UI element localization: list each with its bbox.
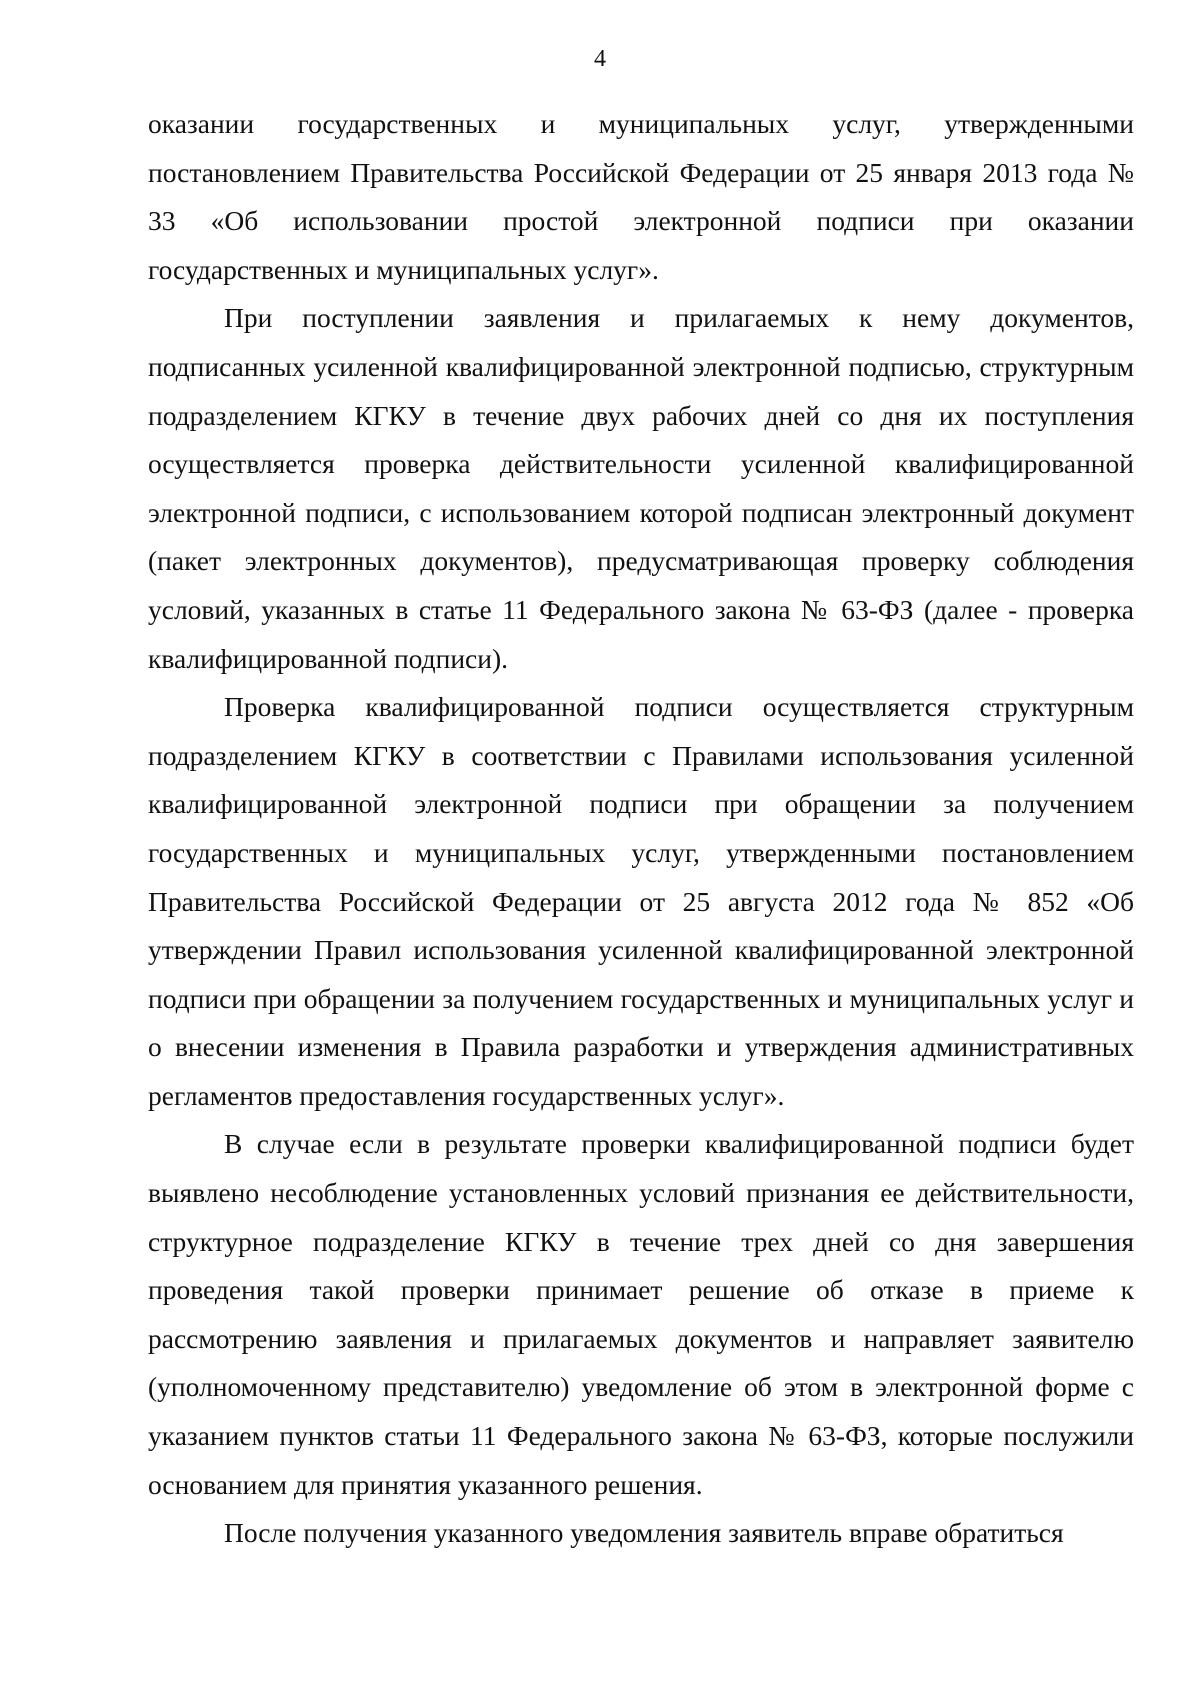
paragraph-2: При поступлении заявления и прилагаемых к нему документов, подписанных усиленной квалифицированной электронной подписью, структурным подразделением КГКУ в течение двух рабочих дней со дня их поступления осуществляется проверка действительности усиленной квалифицированной электронной подписи, с использованием которой подписан электронный документ (пакет электронных документов), предусматривающая проверку соблюдения условий, указанных в статье 11 Федерального закона № 63-ФЗ (далее - проверка квалифицированной подписи). bbox=[148, 302, 1134, 674]
paragraph-3: Проверка квалифицированной подписи осуществляется структурным подразделением КГКУ в соответствии с Правилами использования усиленной квалифицированной электронной подписи при обращении за получением государственных и муниципальных услуг, утвержденными постановлением Правительства Российской Федерации от 25 августа 2012 года № 852 «Об утверждении Правил использования усиленной квалифицированной электронной подписи при обращении за получением государственных и муниципальных услуг и о внесении изменения в Правила разработки и утверждения административных регламентов предоставления государственных услуг». bbox=[148, 691, 1134, 1111]
paragraph-1: оказании государственных и муниципальных услуг, утвержденными постановлением Правительства Российской Федерации от 25 января 2013 года № 33 «Об использовании простой электронной подписи при оказании государственных и муниципальных услуг». bbox=[148, 108, 1134, 285]
page-number: 4 bbox=[594, 46, 606, 72]
paragraph-4: В случае если в результате проверки квалифицированной подписи будет выявлено несоблюдение установленных условий признания ее действительности, структурное подразделение КГКУ в течение трех дней со дня завершения проведения такой проверки принимает решение об отказе в приеме к рассмотрению заявления и прилагаемых документов и направляет заявителю (уполномоченному представителю) уведомление об этом в электронной форме с указанием пунктов статьи 11 Федерального закона № 63-ФЗ, которые послужили основанием для принятия указанного решения. bbox=[148, 1128, 1134, 1500]
document-body bbox=[148, 100, 1134, 1558]
paragraph-5: После получения указанного уведомления заявитель вправе обратиться bbox=[224, 1517, 1064, 1549]
